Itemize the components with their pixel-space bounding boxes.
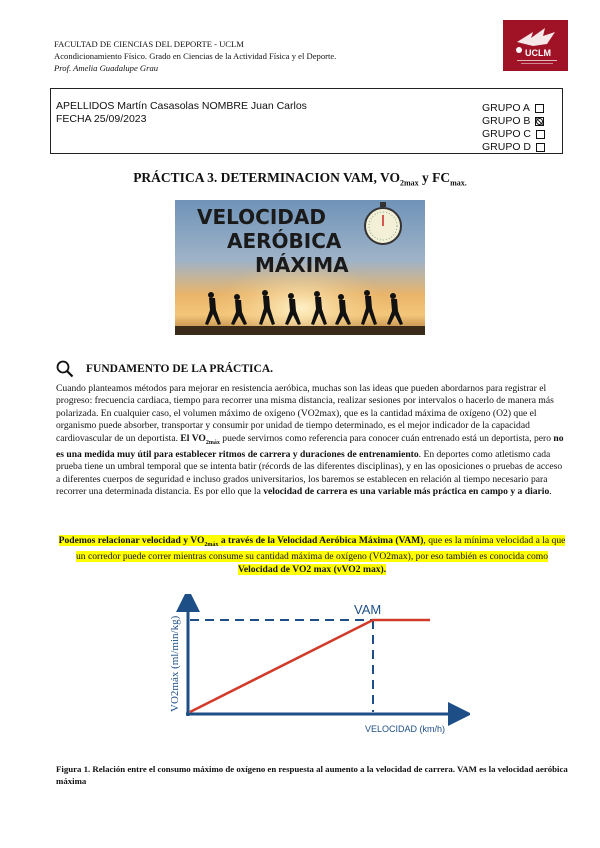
banner-line-2: AERÓBICA xyxy=(227,229,342,253)
figure-caption: Figura 1. Relación entre el consumo máximo de oxígeno en respuesta al aumento a la velocidad de carrera. VAM es la velocidad aeróbica máxima xyxy=(56,764,568,786)
group-a-checkbox[interactable] xyxy=(535,104,544,113)
course-line: Acondicionamiento Físico. Grado en Ciencias de la Actividad Física y el Deporte. xyxy=(54,51,337,61)
group-d-checkbox[interactable] xyxy=(536,143,545,152)
vam-figure xyxy=(160,594,470,754)
body-paragraph: Cuando planteamos métodos para mejorar en resistencia aeróbica, muchas son las ideas que pueden abordarnos para registrar el progreso: frecuencia cardiaca, tiempo para recorrer una misma distancia, realizar sesiones por intervalos o hacerlo de manera más polarizada. En cualquier caso, el volumen máximo de oxígeno (VO2max), que es la cantidad máxima de oxígeno (O2) que el organismo puede absorber, transportar y consumir por unidad de tiempo determinado, es el mejor indicador de la capacidad cardiovascular de un deportista. El $VO_{2máx}$ puede servirnos como referencia para conocer cuán entrenado está un deportista, pero no es una medida muy útil para establecer ritmos de carrera y duraciones de entrenamiento. En deportes como atletismo cada prueba tiene un umbral temporal que se intenta batir (récords de las diferentes disciplinas), y en las oposiciones o pruebas de acceso a diferentes cuerpos de seguridad e incluso grados universitarios, los baremos se establecen en relación al tiempo necesario para recorrer una determinada distancia. Es por ello que la velocidad de carrera es una variable más práctica en campo y a diario. xyxy=(56,383,564,498)
svg-text:UCLM: UCLM xyxy=(525,48,551,58)
faculty-line: FACULTAD DE CIENCIAS DEL DEPORTE - UCLM xyxy=(54,39,244,49)
group-d-option[interactable]: GRUPO D xyxy=(482,141,545,154)
group-a-option[interactable]: GRUPO A xyxy=(482,102,545,115)
group-selector xyxy=(482,102,545,154)
practice-title: PRÁCTICA 3. DETERMINACION VAM, $VO_{2max}$ y $FC_{max.}$ xyxy=(133,170,467,188)
vam-banner-image xyxy=(175,200,425,335)
group-c-option[interactable]: GRUPO C xyxy=(482,128,545,141)
professor-line: Prof. Amelia Guadalupe Grau xyxy=(54,63,159,73)
uclm-logo xyxy=(503,20,568,71)
group-c-checkbox[interactable] xyxy=(536,130,545,139)
magnifier-icon xyxy=(56,360,74,378)
group-b-option[interactable]: GRUPO B xyxy=(482,115,545,128)
group-b-checkbox[interactable] xyxy=(535,117,544,126)
section-heading xyxy=(56,360,273,378)
highlighted-paragraph: Podemos relacionar velocidad y $VO_{2máx}$ a través de la Velocidad Aeróbica Máxima (VAM), que es la mínima velocidad a la que un corredor puede correr mientras consume su cantidad máxima de oxígeno (VO2max), por eso también es conocida como Velocidad de VO2 max (vVO2 max). xyxy=(58,535,566,575)
vo2-curve xyxy=(190,620,430,712)
student-name: APELLIDOS Martín Casasolas NOMBRE Juan Carlos xyxy=(56,100,307,112)
banner-line-3: MÁXIMA xyxy=(255,253,349,277)
document-header xyxy=(54,38,336,74)
vam-label: VAM xyxy=(354,602,382,617)
student-date: FECHA 25/09/2023 xyxy=(56,112,147,125)
section-title: FUNDAMENTO DE LA PRÁCTICA. xyxy=(86,363,273,375)
student-info xyxy=(56,100,307,125)
banner-line-1: VELOCIDAD xyxy=(197,205,326,229)
y-axis-label: VO2máx (ml/min/kg) xyxy=(169,615,181,712)
x-axis-label: VELOCIDAD (km/h) xyxy=(365,724,446,734)
